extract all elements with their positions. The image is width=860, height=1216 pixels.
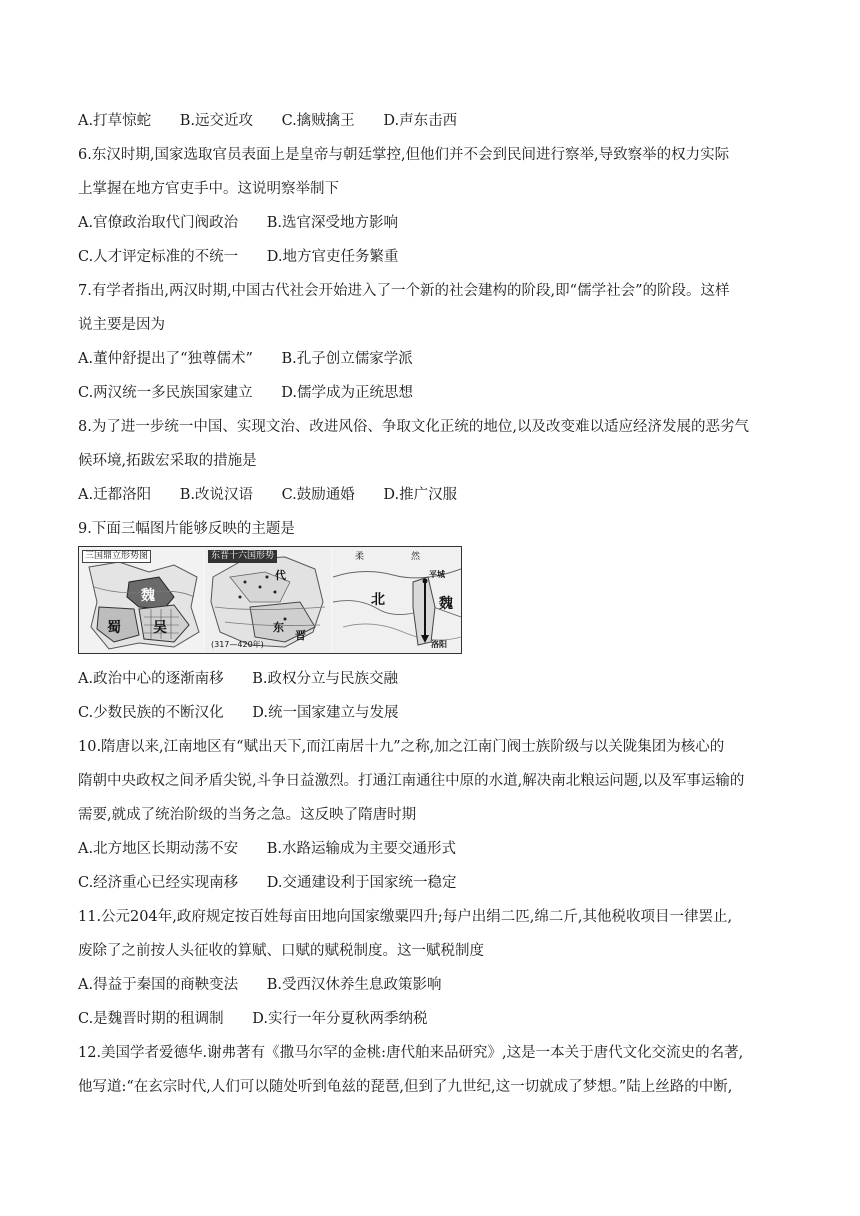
- q5-option-d[interactable]: D.声东击西: [383, 113, 458, 129]
- q9-maps-figure: [78, 546, 462, 654]
- q8-option-a[interactable]: A.迁都洛阳: [78, 487, 152, 503]
- map-three-kingdoms: [79, 547, 203, 653]
- q6-option-a[interactable]: A.官僚政治取代门阀政治: [78, 215, 239, 231]
- q10-stem-line-1: 10.隋唐以来,江南地区有“赋出天下,而江南居十九”之称,加之江南门阀士族阶级与以关陇集团为核心的: [78, 739, 725, 755]
- map3-label-ran: 然: [411, 552, 421, 562]
- q10-options-row-2: [78, 873, 457, 893]
- q10-stem-line-3: 需要,就成了统治阶级的当务之急。这反映了隋唐时期: [78, 807, 417, 823]
- q11-option-c[interactable]: C.是魏晋时期的租调制: [78, 1011, 224, 1027]
- map2-label-dai: 代: [275, 569, 286, 582]
- q8-option-b[interactable]: B.改说汉语: [179, 487, 253, 503]
- q11-option-a[interactable]: A.得益于秦国的商鞅变法: [78, 977, 239, 993]
- q8-stem-line-2: 候环境,拓跋宏采取的措施是: [78, 453, 257, 469]
- q10-option-d[interactable]: D.交通建设利于国家统一稳定: [266, 875, 457, 891]
- q9-option-b[interactable]: B.政权分立与民族交融: [252, 671, 398, 687]
- q6-option-c[interactable]: C.人才评定标准的不统一: [78, 249, 239, 265]
- q8-option-d[interactable]: D.推广汉服: [383, 487, 458, 503]
- q6-options-row-2: [78, 247, 399, 267]
- q9-options-row-2: [78, 703, 399, 723]
- q7-option-c[interactable]: C.两汉统一多民族国家建立: [78, 385, 253, 401]
- q11-option-b[interactable]: B.受西汉休养生息政策影响: [266, 977, 442, 993]
- map2-label-dong: 东: [273, 621, 284, 634]
- map3-label-pingcheng: 平城: [429, 570, 445, 579]
- q8-options-row: [78, 485, 457, 505]
- map-eastern-jin: [205, 547, 331, 653]
- q10-option-b[interactable]: B.水路运输成为主要交通形式: [266, 841, 456, 857]
- map1-label-shu: 蜀: [107, 620, 121, 636]
- map3-label-rou: 柔: [355, 552, 365, 562]
- map3-label-wei: 魏: [439, 596, 453, 612]
- q5-option-a[interactable]: A.打草惊蛇: [78, 113, 152, 129]
- q10-option-c[interactable]: C.经济重心已经实现南移: [78, 875, 239, 891]
- q11-stem-line-1: 11.公元204年,政府规定按百姓每亩田地向国家缴粟四升;每户出绢二匹,绵二斤,其他税收项目一律罢止,: [78, 909, 733, 925]
- q5-option-c[interactable]: C.擒贼擒王: [281, 113, 355, 129]
- map2-years: (317—420年): [211, 640, 264, 649]
- q11-stem-line-2: 废除了之前按人头征收的算赋、口赋的赋税制度。这一赋税制度: [78, 943, 484, 959]
- map1-label-wei: 魏: [141, 588, 155, 604]
- q6-stem-line-2: 上掌握在地方官吏手中。这说明察举制下: [78, 181, 339, 197]
- q6-options-row-1: [78, 213, 398, 233]
- q7-options-row-1: [78, 349, 413, 369]
- q10-options-row-1: [78, 839, 456, 859]
- q7-options-row-2: [78, 383, 413, 403]
- map2-title: 东晋十六国形势: [208, 550, 277, 563]
- q6-stem-line-1: 6.东汉时期,国家选取官员表面上是皇帝与朝廷掌控,但他们并不会到民间进行察举,导致察举的权力实际: [78, 147, 730, 163]
- q7-option-b[interactable]: B.孔子创立儒家学派: [281, 351, 413, 367]
- q9-stem-line-1: 9.下面三幅图片能够反映的主题是: [78, 521, 295, 537]
- q11-option-d[interactable]: D.实行一年分夏秋两季纳税: [252, 1011, 428, 1027]
- q10-option-a[interactable]: A.北方地区长期动荡不安: [78, 841, 239, 857]
- q9-option-d[interactable]: D.统一国家建立与发展: [252, 705, 399, 721]
- q12-stem-line-2: 他写道:“在玄宗时代,人们可以随处听到龟兹的琵琶,但到了九世纪,这一切就成了梦想。”陆上丝路的中断,: [78, 1079, 733, 1095]
- q11-options-row-1: [78, 975, 441, 995]
- map-northern-wei: [333, 547, 461, 653]
- map2-label-jin: 晋: [295, 629, 306, 642]
- q11-options-row-2: [78, 1009, 428, 1029]
- q7-stem-line-1: 7.有学者指出,两汉时期,中国古代社会开始进入了一个新的社会建构的阶段,即“儒学社会”的阶段。这样: [78, 283, 730, 299]
- q8-stem-line-1: 8.为了进一步统一中国、实现文治、改进风俗、争取文化正统的地位,以及改变难以适应经济发展的恶劣气: [78, 419, 749, 435]
- map1-label-wu: 吴: [153, 620, 167, 636]
- map3-label-luoyang: 洛阳: [431, 640, 447, 649]
- q9-options-row-1: [78, 669, 398, 689]
- map3-label-bei: 北: [371, 592, 385, 608]
- map1-title: 三国鼎立形势图: [82, 550, 151, 563]
- q7-option-a[interactable]: A.董仲舒提出了“独尊儒术”: [78, 351, 253, 367]
- q5-options-row: [78, 111, 457, 131]
- q10-stem-line-2: 隋朝中央政权之间矛盾尖锐,斗争日益激烈。打通江南通往中原的水道,解决南北粮运问题,以及军事运输的: [78, 773, 745, 789]
- q5-option-b[interactable]: B.远交近攻: [179, 113, 253, 129]
- q8-option-c[interactable]: C.鼓励通婚: [281, 487, 355, 503]
- q9-option-c[interactable]: C.少数民族的不断汉化: [78, 705, 224, 721]
- q12-stem-line-1: 12.美国学者爱德华.谢弗著有《撒马尔罕的金桃:唐代舶来品研究》,这是一本关于唐代文化交流史的名著,: [78, 1045, 744, 1061]
- q9-option-a[interactable]: A.政治中心的逐渐南移: [78, 671, 224, 687]
- q6-option-d[interactable]: D.地方官吏任务繁重: [266, 249, 399, 265]
- q7-option-d[interactable]: D.儒学成为正统思想: [281, 385, 414, 401]
- q6-option-b[interactable]: B.选官深受地方影响: [266, 215, 398, 231]
- q7-stem-line-2: 说主要是因为: [78, 317, 165, 333]
